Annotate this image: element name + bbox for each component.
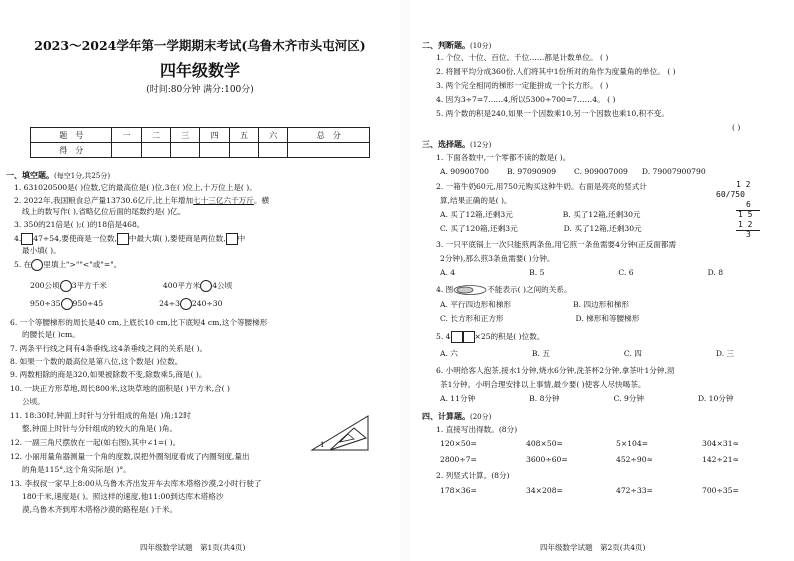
score-input-cell[interactable] (229, 143, 258, 158)
judge-3: 3. 两个完全相同的梯形一定能拼成一个长方形。 ( ) (436, 81, 609, 90)
option[interactable]: D. 买了12箱,还剩30元 (563, 224, 642, 233)
calc-item: 472÷33= (616, 486, 653, 495)
option[interactable]: A. 平行四边形和梯形 (440, 300, 512, 309)
triangle-rulers-figure (310, 412, 370, 454)
choice-4 (436, 285, 572, 295)
question-1-12: 12. 一副三角尺摆放在一起(如右图),其中∠1=( )。 (10, 438, 181, 447)
question-1-5-row1 (30, 280, 232, 292)
blank-box[interactable] (226, 233, 238, 245)
calc-item: 142÷21≈ (702, 455, 739, 464)
choice-4-options-row2 (440, 314, 639, 324)
option[interactable]: A. 11分钟 (440, 394, 476, 403)
exam-subject: 四年级数学 (159, 61, 240, 80)
q4-text3: 中 (237, 234, 246, 243)
question-1-3: 3. 350的21倍是( );( )的18倍是468。 (14, 220, 145, 229)
section1-note: (每空1分,共25分) (54, 172, 111, 180)
compare-right: 240÷30 (191, 299, 223, 308)
division-remainder1: 1 5 (738, 210, 753, 219)
section1-heading (6, 170, 110, 181)
division-expression: 60/750 (716, 190, 745, 199)
question-1-2 (14, 196, 269, 206)
score-table-score-row (31, 143, 370, 158)
calc-item: 120×50= (440, 439, 477, 448)
q5-text2: ×25的积是( )位数。 (474, 332, 545, 341)
calc-item: 3600÷60= (526, 455, 568, 464)
score-cell: 得 分 (31, 143, 112, 158)
score-cell: 一 (112, 128, 141, 143)
score-input-cell[interactable] (171, 143, 200, 158)
compare-right: 4公顷 (212, 281, 233, 290)
option[interactable]: A. 4 (440, 268, 456, 277)
score-input-cell[interactable] (112, 143, 141, 158)
q5-text: 5. 在 (14, 260, 32, 269)
q5-text2: 里填上">""<"或"="。 (43, 260, 122, 269)
blank-box[interactable] (451, 331, 463, 343)
calc-row2 (440, 455, 739, 465)
calc-item: 408×50= (526, 439, 563, 448)
page-gutter (400, 0, 410, 561)
q2-text: 2. 2022年,我国粮食总产量13730.6亿斤,比上年增加 (14, 196, 194, 205)
score-input-cell[interactable] (141, 143, 170, 158)
section1-title: 一、填空题。 (6, 170, 54, 180)
choice-3: 3. 一只平底锅上一次只能煎两条鱼,用它煎一条鱼需要4分钟(正反面都需 (436, 240, 677, 249)
compare-circle[interactable] (60, 280, 72, 292)
section3-title: 三、选择题。 (422, 139, 470, 149)
question-1-10: 10. 一块正方形草地,周长800米,这块草地的面积是( )平方米,合( ) (10, 384, 230, 393)
option[interactable]: B. 四边形和梯形 (573, 300, 630, 309)
calc-row3 (440, 486, 739, 496)
option[interactable]: D. 10分钟 (698, 394, 734, 403)
option[interactable]: C. 9分钟 (613, 394, 644, 403)
compare-circle[interactable] (31, 259, 43, 271)
choice-3-options (440, 268, 723, 278)
q4-text: 4. 图 (436, 285, 454, 294)
division-quotient: 1 2 (736, 180, 751, 189)
section3-heading (422, 139, 491, 150)
question-1-9: 9. 两数相除的商是320,如果被除数不变,除数乘5,商是( )。 (10, 370, 207, 379)
option[interactable]: B. 97090909 (506, 167, 557, 176)
blank-box[interactable] (463, 331, 475, 343)
option[interactable]: C. 买了120箱,还剩3元 (440, 224, 518, 233)
section3-note: (12分) (470, 141, 492, 149)
score-table (30, 127, 370, 158)
choice-6: 6. 小明给客人泡茶,接水1分钟,烧水6分钟,洗茶杯2分钟,拿茶叶1分钟,沏 (436, 366, 675, 375)
option[interactable]: D. 三 (715, 349, 735, 358)
q5-text: 5. 4 (436, 332, 451, 341)
choice-2-options-row1 (440, 210, 641, 220)
question-1-13-cont: 的角是115°,这个角实际是( )°。 (22, 465, 131, 474)
calc-row1 (440, 439, 739, 449)
option[interactable]: B. 8分钟 (529, 394, 560, 403)
calc-sub1: 1. 直接写出得数。(8分) (436, 425, 518, 434)
calc-item: 700÷35= (702, 486, 739, 495)
compare-left: 400平方米 (162, 281, 201, 290)
question-1-4 (14, 233, 245, 245)
compare-circle[interactable] (200, 280, 212, 292)
calc-sub2: 2. 列竖式计算。(8分) (436, 471, 510, 480)
choice-6-options (440, 394, 734, 404)
page-2 (410, 0, 794, 561)
calc-item: 452÷90≈ (616, 455, 653, 464)
blank-box[interactable] (117, 233, 129, 245)
judge-1: 1. 个位、十位、百位、千位……都是计数单位。 ( ) (436, 53, 609, 62)
triangle-ruler-small (330, 428, 366, 450)
score-input-cell[interactable] (200, 143, 229, 158)
option[interactable]: B. 买了12箱,还剩30元 (562, 210, 641, 219)
section4-heading (422, 411, 491, 422)
q4-text: 47÷54,要使商是一位数, (33, 234, 117, 243)
option[interactable]: D. 79007900790 (641, 167, 706, 176)
compare-circle[interactable] (61, 298, 73, 310)
option[interactable]: A. 90900700 (440, 167, 489, 176)
judge-5: 5. 两个数的积是240,如果一个因数乘10,另一个因数也乘10,积不变。 (436, 109, 669, 118)
choice-4-options-row1 (440, 300, 629, 310)
judge-4: 4. 因为3÷7=7……4,所以5300÷700=7……4。 ( ) (436, 95, 616, 104)
q2-underlined: 七十三亿六千万斤 (193, 196, 254, 205)
score-input-cell[interactable] (259, 143, 288, 158)
choice-1: 1. 下面各数中,一个零都不读的数是( )。 (436, 153, 571, 162)
compare-left: 950÷35 (30, 299, 61, 308)
score-cell: 六 (259, 128, 288, 143)
section2-title: 二、判断题。 (422, 40, 470, 50)
score-input-cell[interactable] (288, 143, 370, 158)
question-1-14-cont2: 漠,乌鲁木齐到库木塔格沙漠的路程是( )千米。 (22, 505, 178, 514)
q4-text2: 不能表示( )之间的关系。 (487, 285, 572, 294)
q2-text-end: 。横 (253, 196, 270, 205)
question-1-6: 6. 一个等腰梯形的周长是40 cm,上底长10 cm,比下底短4 cm,这个等腰梯形 (10, 318, 268, 327)
long-division (710, 180, 770, 242)
choice-2: 2. 一箱牛奶60元,用750元购买这种牛奶。右面是亮亮的竖式计 (436, 182, 647, 191)
score-cell: 三 (171, 128, 200, 143)
score-cell: 题 号 (31, 128, 112, 143)
choice-5 (436, 331, 544, 343)
option[interactable]: C. 四 (623, 349, 642, 358)
compare-right: 3平方千米 (71, 281, 107, 290)
calc-item: 178×36= (440, 486, 477, 495)
question-1-5-row2 (30, 298, 222, 310)
score-cell: 五 (229, 128, 258, 143)
option[interactable]: D. 8 (707, 268, 724, 277)
score-cell: 总 分 (288, 128, 370, 143)
option[interactable]: C. 6 (618, 268, 634, 277)
question-1-13: 12. 小丽用量角器测量一个角的度数,误把外圈刻度看成了内圈刻度,量出 (10, 452, 250, 461)
question-1-11-cont: 整,钟面上时针与分针组成的较大的角是( )角。 (22, 424, 178, 433)
calc-item: 34×208= (526, 486, 563, 495)
question-1-5 (14, 259, 121, 271)
compare-circle[interactable] (180, 298, 192, 310)
option[interactable]: C. 长方形和正方形 (440, 314, 504, 323)
question-1-10-cont: 公顷。 (22, 397, 45, 406)
compare-left: 200公顷 (30, 281, 60, 290)
venn-diagram-icon (453, 285, 487, 295)
choice-2-options-row2 (440, 224, 642, 234)
q4-text2: 中最大填( ),要使商是两位数, (128, 234, 226, 243)
calc-item: 5×104= (616, 439, 649, 448)
judge-2: 2. 将圆平均分成360份,人们将其中1份所对的角作为度量角的单位。 ( ) (436, 67, 676, 76)
page-1-footer: 四年级数学试题 第1页(共4页) (140, 543, 246, 552)
division-step1: 6 (746, 200, 751, 209)
choice-3-cont: 2分钟),那么煎3条鱼需要( )分钟。 (440, 254, 555, 263)
judge-5-paren: ( ) (732, 123, 741, 132)
option[interactable]: A. 六 (440, 349, 458, 358)
question-1-11: 11. 18:30时,钟面上时针与分针组成的角是( )角;12时 (10, 411, 191, 420)
option[interactable]: D. 梯形和等腰梯形 (575, 314, 640, 323)
question-1-7: 7. 两条平行线之间有4条垂线,这4条垂线之间的关系是( )。 (10, 344, 208, 353)
calc-item: 304×31≈ (702, 439, 739, 448)
angle-1-label: 1 (320, 441, 325, 449)
option[interactable]: B. 五 (531, 349, 550, 358)
question-1-14-cont: 180千米,速度是( )。照这样的速度,他11:00到达库木塔格沙 (22, 492, 224, 501)
option[interactable]: A. 买了12箱,还剩3元 (440, 210, 513, 219)
choice-2-cont: 算,结果正确的是( )。 (440, 196, 512, 205)
section4-title: 四、计算题。 (422, 411, 470, 421)
score-table-header-row (31, 128, 370, 143)
question-1-1: 1. 631020500是( )位数,它的最高位是( )位,3在( )位上,十万位上是( )。 (14, 183, 257, 192)
exam-time-info: (时间:80分钟 满分:100分) (146, 85, 254, 95)
question-1-8: 8. 如果一个数的最高位是第八位,这个数是( )位数。 (10, 357, 183, 366)
question-1-2-cont: 线上的数写作( ),省略亿位后面的尾数约是( )亿。 (22, 207, 186, 216)
calc-item: 2800÷7= (440, 455, 477, 464)
option[interactable]: B. 5 (529, 268, 545, 277)
division-step2: 1 2 (738, 220, 753, 229)
compare-left: 24÷3 (159, 299, 180, 308)
section2-note: (10分) (470, 42, 492, 50)
triangle-inner-cutout (340, 434, 354, 442)
compare-right: 950÷45 (72, 299, 104, 308)
choice-5-options (440, 349, 734, 359)
page-2-footer: 四年级数学试题 第2页(共4页) (540, 543, 646, 552)
score-cell: 四 (200, 128, 229, 143)
q4-num: 4. (14, 234, 22, 243)
question-1-6-cont: 的腰长是( )cm。 (22, 330, 80, 339)
blank-box[interactable] (21, 233, 33, 245)
score-cell: 二 (141, 128, 170, 143)
choice-6-cont: 茶1分钟。小明合理安排以上事情,最少要( )使客人尽快喝茶。 (440, 380, 646, 389)
question-1-4-cont: 最小填( )。 (22, 246, 61, 255)
choice-1-options (440, 167, 706, 177)
option[interactable]: C. 909007009 (574, 167, 628, 176)
question-1-14: 13. 李叔叔一家早上8:00从乌鲁木齐出发开车去库木塔格沙漠,2小时行驶了 (10, 479, 262, 488)
division-remainder2: 3 (746, 230, 751, 239)
section4-note: (20分) (470, 413, 492, 421)
section2-heading (422, 40, 491, 51)
exam-title: 2023～2024学年第一学期期末考试(乌鲁木齐市头屯河区) (34, 38, 366, 53)
